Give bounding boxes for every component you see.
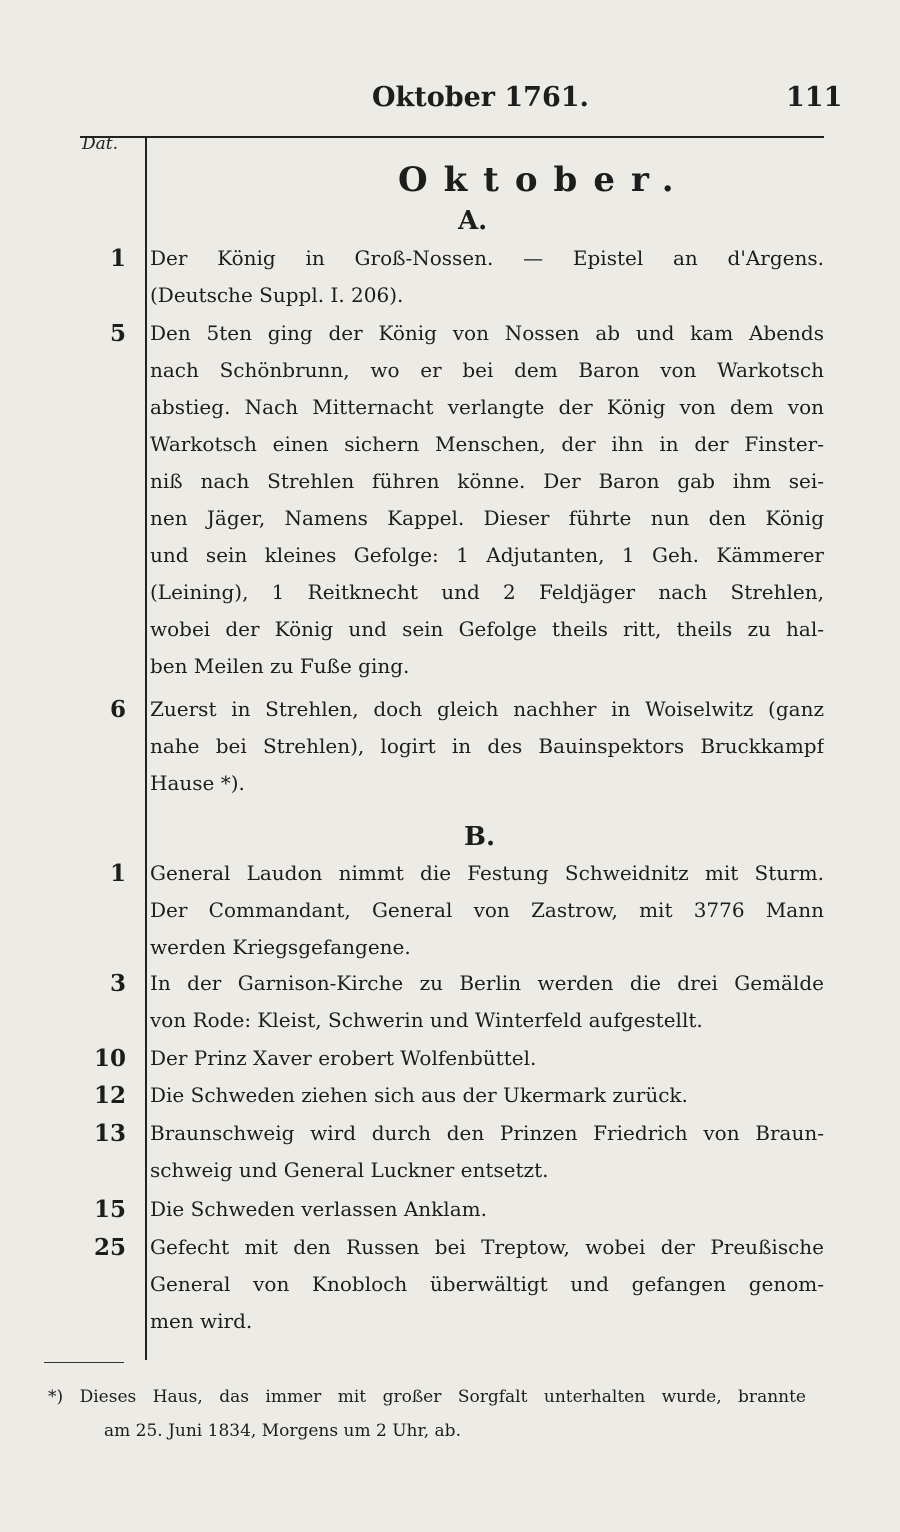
entry-line: In der Garnison-Kirche zu Berlin werden die drei Gemälde [150,971,824,995]
entry-line: men wird. [150,1309,253,1333]
footnote-line: am 25. Juni 1834, Morgens um 2 Uhr, ab. [104,1421,461,1441]
entry-date: 1 [109,245,126,272]
entry-date: 13 [93,1120,126,1147]
entry-line: Warkotsch einen sichern Menschen, der ihn in der Finster- [150,432,824,456]
footnote-line: *) Dieses Haus, das immer mit großer Sorgfalt unterhalten wurde, brannte [48,1387,806,1407]
page-number: 111 [786,82,843,113]
entry-line: Der Commandant, General von Zastrow, mit 3776 Mann [150,898,824,922]
calendar-entry [150,1115,824,1189]
entry-date: 12 [93,1082,126,1109]
calendar-entry [150,240,824,314]
entry-line: wobei der König und sein Gefolge theils ritt, theils zu hal- [150,617,824,641]
calendar-entry [150,855,824,966]
calendar-entry [150,691,824,802]
entry-line: niß nach Strehlen führen könne. Der Baron gab ihm sei- [150,469,824,493]
entry-line: Zuerst in Strehlen, doch gleich nachher in Woiselwitz (ganz [150,697,824,721]
date-column-label: Dat. [82,134,119,154]
entry-line: Der Prinz Xaver erobert Wolfenbüttel. [150,1046,537,1070]
entry-line: ben Meilen zu Fuße ging. [150,654,410,678]
entry-line: von Rode: Kleist, Schwerin und Winterfeld aufgestellt. [150,1008,703,1032]
calendar-entry [150,315,824,685]
calendar-entry [150,965,824,1039]
calendar-entry [150,1229,824,1340]
entry-date: 5 [109,320,126,347]
entry-date: 25 [93,1234,126,1261]
date-column-rule [145,138,147,1360]
entry-line: und sein kleines Gefolge: 1 Adjutanten, 1 Geh. Kämmerer [150,543,824,567]
entry-line: Der König in Groß-Nossen. — Epistel an d'Argens. [150,246,824,270]
entry-date: 10 [93,1045,126,1072]
entry-line: nahe bei Strehlen), logirt in des Bauinspektors Bruckkampf [150,734,824,758]
entry-line: Den 5ten ging der König von Nossen ab und kam Abends [150,321,824,345]
entry-line: (Leining), 1 Reitknecht und 2 Feldjäger nach Strehlen, [150,580,824,604]
entry-line: General von Knobloch überwältigt und gefangen genom- [150,1272,824,1296]
entry-line: General Laudon nimmt die Festung Schweidnitz mit Sturm. [150,861,824,885]
month-heading: Oktober. [398,160,690,200]
calendar-entry [150,1077,824,1114]
entry-date: 3 [109,970,126,997]
running-header: Oktober 1761. [372,82,589,113]
footnote-rule [44,1362,124,1363]
entry-line: (Deutsche Suppl. I. 206). [150,283,404,307]
footnote [48,1380,806,1448]
entry-line: werden Kriegsgefangene. [150,935,411,959]
entry-line: Hause *). [150,771,245,795]
entry-line: nen Jäger, Namens Kappel. Dieser führte nun den König [150,506,824,530]
entry-line: abstieg. Nach Mitternacht verlangte der König von dem von [150,395,824,419]
calendar-entry [150,1191,824,1228]
entry-line: Gefecht mit den Russen bei Treptow, wobei der Preußische [150,1235,824,1259]
header-rule [80,136,824,138]
entry-line: schweig und General Luckner entsetzt. [150,1158,549,1182]
entry-line: nach Schönbrunn, wo er bei dem Baron von Warkotsch [150,358,824,382]
entry-date: 6 [109,696,126,723]
entry-line: Braunschweig wird durch den Prinzen Friedrich von Braun- [150,1121,824,1145]
section-letter-a: A. [458,206,488,236]
entry-line: Die Schweden verlassen Anklam. [150,1197,487,1221]
entry-date: 15 [93,1196,126,1223]
entry-date: 1 [109,860,126,887]
section-letter-b: B. [464,822,496,852]
entry-line: Die Schweden ziehen sich aus der Ukermark zurück. [150,1083,688,1107]
calendar-entry [150,1040,824,1077]
